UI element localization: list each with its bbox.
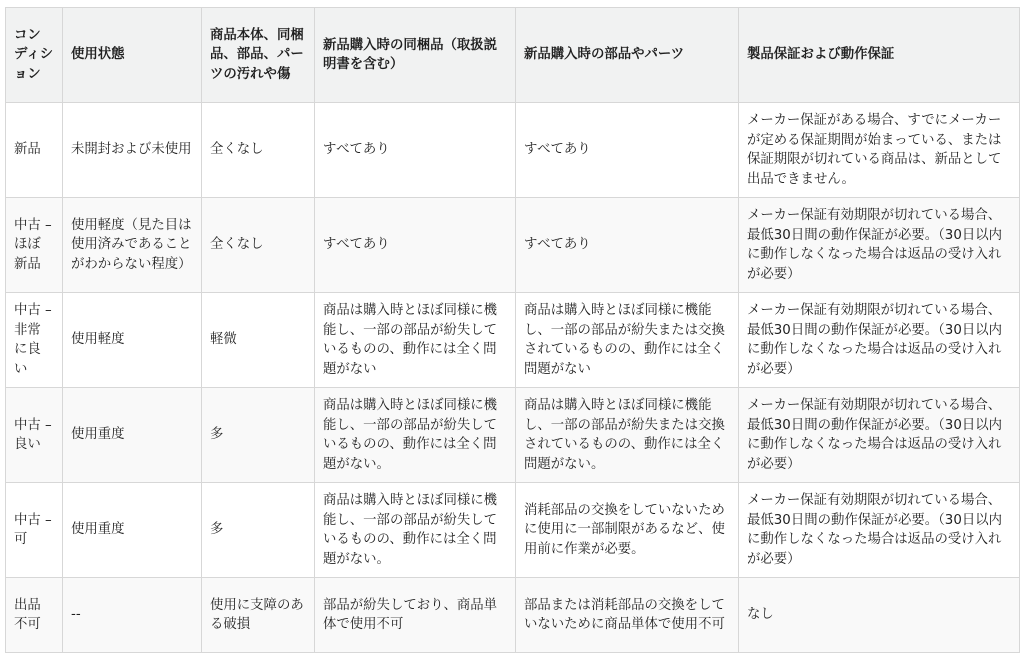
cell-wear-damage: 多 xyxy=(202,388,315,483)
table-header-row xyxy=(6,8,1020,103)
cell-usage-state: 使用軽度 xyxy=(63,293,202,388)
cell-warranty: メーカー保証有効期限が切れている場合、最低30日間の動作保証が必要。（30日以内に動作しなくなった場合は返品の受け入れが必要） xyxy=(739,388,1020,483)
table-row xyxy=(6,578,1020,653)
cell-condition: 出品不可 xyxy=(6,578,63,653)
cell-parts: 消耗部品の交換をしていないために使用に一部制限があるなど、使用前に作業が必要。 xyxy=(516,483,739,578)
condition-table xyxy=(5,7,1020,653)
header-included-items: 新品購入時の同梱品（取扱説明書を含む） xyxy=(315,8,516,103)
cell-condition: 中古 – ほぼ新品 xyxy=(6,198,63,293)
cell-condition: 新品 xyxy=(6,103,63,198)
header-wear-damage: 商品本体、同梱品、部品、パーツの汚れや傷 xyxy=(202,8,315,103)
cell-usage-state: -- xyxy=(63,578,202,653)
table-row xyxy=(6,103,1020,198)
cell-condition: 中古 – 良い xyxy=(6,388,63,483)
table-row xyxy=(6,198,1020,293)
table-row xyxy=(6,388,1020,483)
cell-warranty: メーカー保証有効期限が切れている場合、最低30日間の動作保証が必要。（30日以内に動作しなくなった場合は返品の受け入れが必要） xyxy=(739,483,1020,578)
cell-included-items: すべてあり xyxy=(315,198,516,293)
cell-wear-damage: 軽微 xyxy=(202,293,315,388)
cell-condition: 中古 – 非常に良い xyxy=(6,293,63,388)
cell-usage-state: 使用軽度（見た目は使用済みであることがわからない程度） xyxy=(63,198,202,293)
cell-wear-damage: 多 xyxy=(202,483,315,578)
cell-included-items: 部品が紛失しており、商品単体で使用不可 xyxy=(315,578,516,653)
cell-parts: 商品は購入時とほぼ同様に機能し、一部の部品が紛失または交換されているものの、動作には全く問題がない。 xyxy=(516,388,739,483)
cell-condition: 中古 – 可 xyxy=(6,483,63,578)
header-condition: コンディション xyxy=(6,8,63,103)
cell-parts: すべてあり xyxy=(516,198,739,293)
cell-usage-state: 使用重度 xyxy=(63,388,202,483)
cell-wear-damage: 全くなし xyxy=(202,198,315,293)
cell-warranty: メーカー保証がある場合、すでにメーカーが定める保証期間が始まっている、または保証期限が切れている商品は、新品として出品できません。 xyxy=(739,103,1020,198)
header-parts: 新品購入時の部品やパーツ xyxy=(516,8,739,103)
cell-included-items: すべてあり xyxy=(315,103,516,198)
cell-wear-damage: 全くなし xyxy=(202,103,315,198)
cell-parts: すべてあり xyxy=(516,103,739,198)
cell-warranty: なし xyxy=(739,578,1020,653)
table-row xyxy=(6,483,1020,578)
header-warranty: 製品保証および動作保証 xyxy=(739,8,1020,103)
cell-parts: 部品または消耗部品の交換をしていないために商品単体で使用不可 xyxy=(516,578,739,653)
cell-parts: 商品は購入時とほぼ同様に機能し、一部の部品が紛失または交換されているものの、動作には全く問題がない xyxy=(516,293,739,388)
cell-warranty: メーカー保証有効期限が切れている場合、最低30日間の動作保証が必要。（30日以内に動作しなくなった場合は返品の受け入れが必要） xyxy=(739,293,1020,388)
cell-warranty: メーカー保証有効期限が切れている場合、最低30日間の動作保証が必要。（30日以内に動作しなくなった場合は返品の受け入れが必要） xyxy=(739,198,1020,293)
cell-included-items: 商品は購入時とほぼ同様に機能し、一部の部品が紛失しているものの、動作には全く問題がない。 xyxy=(315,388,516,483)
cell-wear-damage: 使用に支障のある破損 xyxy=(202,578,315,653)
cell-usage-state: 使用重度 xyxy=(63,483,202,578)
table-row xyxy=(6,293,1020,388)
header-usage-state: 使用状態 xyxy=(63,8,202,103)
cell-included-items: 商品は購入時とほぼ同様に機能し、一部の部品が紛失しているものの、動作には全く問題がない。 xyxy=(315,483,516,578)
cell-included-items: 商品は購入時とほぼ同様に機能し、一部の部品が紛失しているものの、動作には全く問題がない xyxy=(315,293,516,388)
cell-usage-state: 未開封および未使用 xyxy=(63,103,202,198)
